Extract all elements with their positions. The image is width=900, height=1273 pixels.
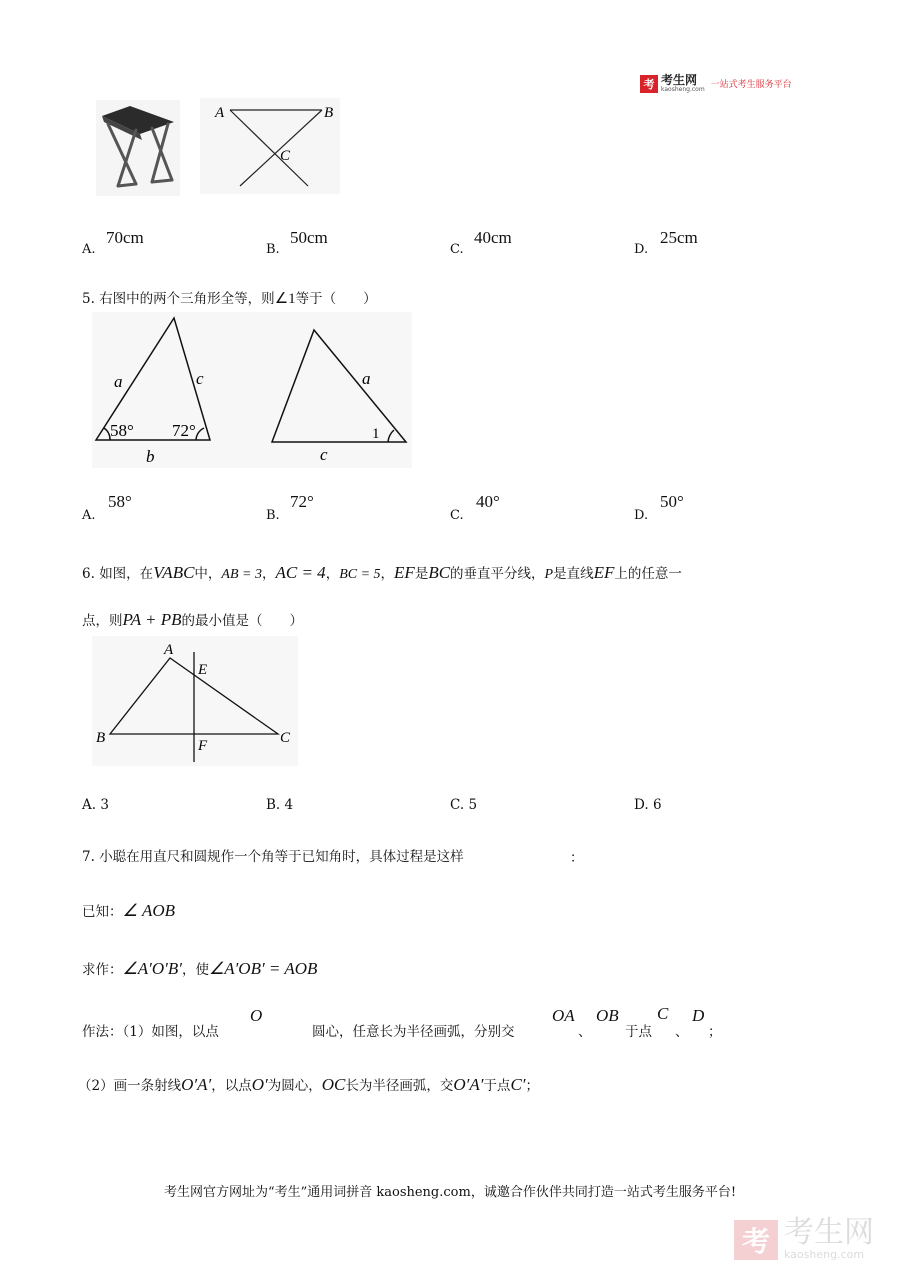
q6-option-d bbox=[634, 797, 662, 813]
q6-text-3: ， bbox=[261, 566, 276, 582]
q7-point-o: O bbox=[250, 1006, 263, 1025]
logo-slogan: 一站式考生服务平台 bbox=[710, 80, 792, 90]
q6-label-f: F bbox=[198, 738, 208, 754]
q5-angle-72: 72° bbox=[172, 421, 196, 440]
site-logo[interactable] bbox=[640, 74, 792, 93]
q7-step2-e: 于点 bbox=[483, 1078, 511, 1094]
q7-known-label: 已知： bbox=[82, 904, 123, 920]
q7-intro-colon: ： bbox=[570, 850, 584, 866]
q4-option-b-letter: B. bbox=[266, 242, 280, 257]
q7-oa3: O′A′ bbox=[453, 1075, 484, 1094]
q5-tri1-side-a: a bbox=[114, 372, 123, 391]
footer-text: 考生网官方网址为“考生”通用词拼音 kaosheng.com，诚邀合作伙伴共同打造一站式考生服务平台! bbox=[163, 1185, 737, 1200]
q7-point-c: C bbox=[657, 1004, 669, 1023]
q6-option-b-value: 4 bbox=[284, 797, 294, 813]
q4-option-a-letter: A. bbox=[82, 242, 96, 257]
q5-option-c-letter: C. bbox=[450, 508, 464, 523]
q6-label-e: E bbox=[198, 662, 208, 678]
q6-triangle-figure bbox=[92, 636, 298, 766]
q6-option-b bbox=[266, 797, 293, 813]
q6-expr: PA + PB bbox=[122, 610, 182, 629]
q5-option-d-value: 50° bbox=[660, 492, 684, 511]
q7-step2-d: 长为半径画弧，交 bbox=[345, 1078, 454, 1094]
q5-stem bbox=[82, 287, 377, 308]
q5-tri1-side-b: b bbox=[146, 447, 155, 466]
logo-text-block bbox=[661, 74, 705, 93]
q5-text-before: 右图中的两个三角形全等，则 bbox=[99, 291, 275, 307]
q6-text-6: 是 bbox=[414, 566, 429, 582]
q4-option-d-letter: D. bbox=[634, 242, 649, 257]
q7-req-math2: ∠A′OB′ = AOB bbox=[208, 959, 318, 978]
q6-text-1: 如图，在 bbox=[99, 566, 154, 582]
q7-ob: OB bbox=[596, 1006, 619, 1025]
q6-text-7: 的垂直平分线， bbox=[450, 566, 545, 582]
q6-option-d-value: 6 bbox=[652, 797, 662, 813]
logo-mark: 考 bbox=[640, 75, 658, 93]
q6-option-a bbox=[82, 797, 109, 813]
q5-angle-58: 58° bbox=[110, 421, 134, 440]
q7-number: 7. bbox=[82, 849, 95, 865]
q5-tri2-side-a: a bbox=[362, 369, 371, 388]
q7-known-math: ∠ AOB bbox=[122, 901, 176, 920]
q6-option-a-value: 3 bbox=[100, 797, 109, 813]
q7-step2 bbox=[78, 1074, 539, 1095]
q6-ef2: EF bbox=[593, 563, 615, 582]
q5-option-a-value: 58° bbox=[108, 492, 132, 511]
q7-req-label: 求作： bbox=[82, 962, 123, 978]
q6-stem-line2 bbox=[82, 609, 303, 630]
q5-text-after: 等于（ ） bbox=[295, 291, 377, 307]
q7-intro bbox=[82, 845, 464, 865]
q5-tri2-side-c: c bbox=[320, 445, 328, 464]
q7-o2: O′ bbox=[251, 1075, 268, 1094]
q6-option-b-letter: B. bbox=[266, 797, 281, 813]
q4-option-c-value: 40cm bbox=[474, 228, 512, 247]
q5-option-b-value: 72° bbox=[290, 492, 314, 511]
watermark-text-block bbox=[778, 1215, 874, 1261]
q7-required bbox=[82, 958, 317, 979]
q6-stem-line1 bbox=[82, 562, 682, 583]
q5-option-a-letter: A. bbox=[82, 508, 96, 523]
q7-req-mid: ，使 bbox=[181, 962, 209, 978]
label-c: C bbox=[280, 148, 291, 164]
q7-method-label: 作法：（1）如图，以点 bbox=[82, 1024, 219, 1040]
watermark-logo bbox=[734, 1215, 874, 1261]
q7-sep1: 、 bbox=[578, 1024, 592, 1040]
q6-option-c-value: 5 bbox=[468, 797, 478, 813]
stool-diagram bbox=[200, 98, 340, 194]
q7-known bbox=[82, 900, 175, 921]
q7-intro-text: 小聪在用直尺和圆规作一个角等于已知角时，具体过程是这样 bbox=[99, 849, 464, 865]
q7-oa2: O′A′ bbox=[181, 1075, 212, 1094]
q6-ef: EF bbox=[394, 563, 415, 582]
label-b: B bbox=[324, 105, 334, 121]
q6-bc2: BC bbox=[428, 563, 451, 582]
q6-p: P bbox=[544, 567, 554, 582]
q5-triangles-figure bbox=[92, 312, 412, 468]
q4-option-a-value: 70cm bbox=[106, 228, 144, 247]
q6-label-b: B bbox=[96, 730, 106, 746]
folding-stool-image bbox=[96, 100, 180, 196]
watermark-mark: 考 bbox=[734, 1220, 778, 1260]
q6-text-5: ， bbox=[380, 566, 395, 582]
q5-angle: ∠1 bbox=[274, 291, 296, 307]
q5-tri1-side-c: c bbox=[196, 369, 204, 388]
q6-text-2: 中， bbox=[194, 566, 222, 582]
q5-option-b-letter: B. bbox=[266, 508, 280, 523]
q7-req-math1: ∠A′O′B′ bbox=[122, 959, 182, 978]
q4-option-d-value: 25cm bbox=[660, 228, 698, 247]
watermark-domain: kaosheng.com bbox=[784, 1248, 865, 1261]
q6-text-9: 上的任意一 bbox=[614, 566, 682, 582]
q6-label-a: A bbox=[164, 642, 174, 658]
logo-domain: kaosheng.com bbox=[661, 86, 705, 93]
q6-option-d-letter: D. bbox=[634, 797, 649, 813]
q5-option-c-value: 40° bbox=[476, 492, 500, 511]
q6-ab: AB = 3 bbox=[221, 567, 262, 582]
q6-ac: AC = 4 bbox=[275, 563, 326, 582]
q6-line2-a: 点，则 bbox=[82, 613, 123, 629]
q6-option-c bbox=[450, 797, 477, 813]
q7-c2: C′ bbox=[510, 1075, 526, 1094]
q4-option-b-value: 50cm bbox=[290, 228, 328, 247]
q7-end2: ； bbox=[525, 1078, 539, 1094]
q6-label-c: C bbox=[280, 730, 291, 746]
q5-option-d-letter: D. bbox=[634, 508, 649, 523]
q7-step2-a: （2）画一条射线 bbox=[78, 1078, 182, 1094]
watermark-name: 考生网 bbox=[784, 1215, 874, 1250]
logo-name: 考生网 bbox=[661, 73, 698, 87]
q5-number: 5. bbox=[82, 291, 95, 307]
q6-option-a-letter: A. bbox=[82, 797, 97, 813]
q7-step1-a: 圆心，任意长为半径画弧，分别交 bbox=[312, 1024, 515, 1040]
q6-option-c-letter: C. bbox=[450, 797, 465, 813]
q7-step2-c: 为圆心， bbox=[267, 1078, 322, 1094]
q6-line2-b: 的最小值是（ ） bbox=[181, 613, 304, 629]
q6-triangle: VABC bbox=[153, 563, 195, 582]
q5-angle-1: 1 bbox=[372, 426, 380, 442]
q7-point-d: D bbox=[692, 1006, 705, 1025]
q7-end1: ； bbox=[708, 1024, 722, 1040]
q6-number: 6. bbox=[82, 566, 95, 582]
q7-oc: OC bbox=[321, 1075, 346, 1094]
q7-step1-b: 于点 bbox=[625, 1024, 652, 1040]
q4-option-c-letter: C. bbox=[450, 242, 464, 257]
q6-text-4: ， bbox=[325, 566, 340, 582]
q6-bc: BC = 5 bbox=[339, 567, 381, 582]
q6-text-8: 是直线 bbox=[553, 566, 594, 582]
q7-sep2: 、 bbox=[675, 1024, 689, 1040]
q7-step2-b: ，以点 bbox=[211, 1078, 252, 1094]
q7-oa: OA bbox=[552, 1006, 575, 1025]
label-a: A bbox=[215, 105, 225, 121]
